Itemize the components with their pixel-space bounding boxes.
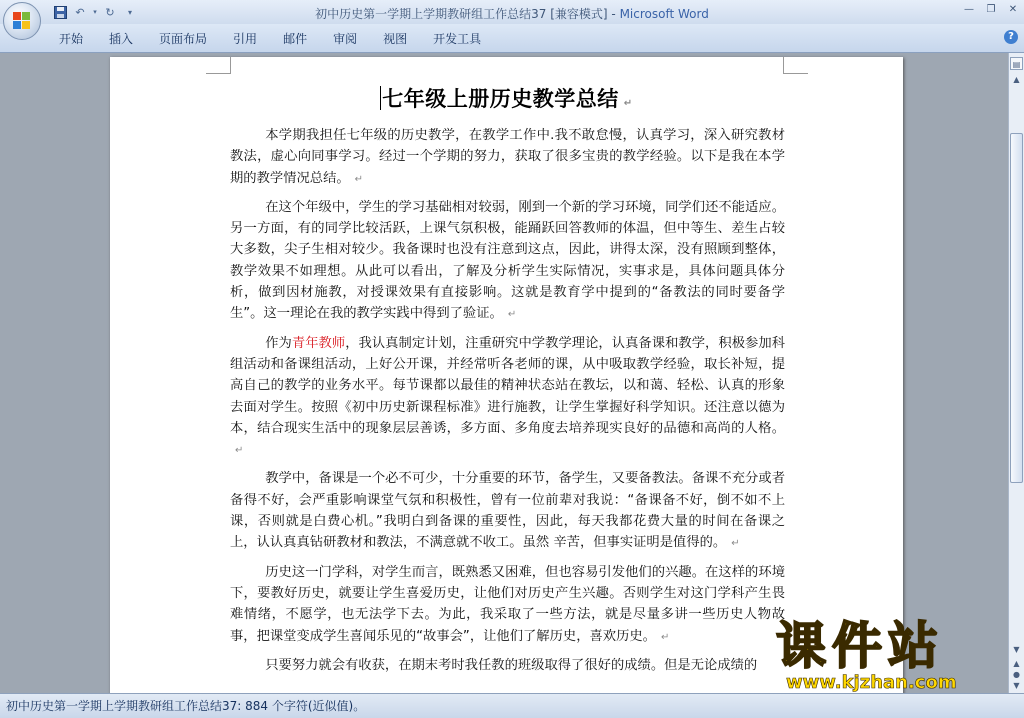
tab-page-layout[interactable]: 页面布局 — [159, 32, 208, 46]
paragraph-text: 本学期我担任七年级的历史教学，在教学工作中.我不敢怠慢，认真学习，深入研究教材教法，虚心向同事学习。经过一个学期的努力，获取了很多宝贵的教学经验。以下是我在本学期的教学情况总结。 — [230, 128, 785, 186]
paragraph-mark: ↵ — [623, 98, 633, 109]
help-icon[interactable]: ? — [1004, 30, 1018, 44]
redo-icon[interactable]: ↻ — [105, 5, 115, 19]
paragraph[interactable] — [230, 125, 785, 190]
tab-view[interactable]: 视图 — [383, 32, 408, 46]
status-bar — [0, 693, 1024, 718]
select-browse-object-icon[interactable]: ● — [1013, 670, 1020, 679]
document-heading[interactable] — [110, 83, 903, 113]
tab-insert[interactable]: 插入 — [109, 32, 134, 46]
paragraph[interactable] — [230, 468, 785, 554]
view-ruler-icon[interactable]: ▤ — [1010, 57, 1023, 70]
customize-icon[interactable]: ▾ — [127, 7, 132, 17]
paragraph-mark: ↵ — [235, 445, 244, 457]
paragraph-mark: ↵ — [507, 309, 517, 321]
paragraph[interactable] — [230, 333, 785, 462]
previous-page-icon[interactable]: ▲ — [1013, 659, 1020, 668]
paragraph-text: 教学中，备课是一个必不可少，十分重要的环节，备学生，又要备教法。备课不充分或者备得不好，会严重影响课堂气氛和积极性，曾有一位前辈对我说：“备课备不好，倒不如不上课，否则就是白费心机。”我明白到备课的重要性，因此，每天我都花费大量的时间在备课之上，认认真真钻研教材和教法，不满意就不收工。虽然 辛苦，但事实证明是值得的。 — [230, 471, 785, 551]
paragraph-text: 历史这一门学科，对学生而言，既熟悉又困难，但也容易引发他们的兴趣。在这样的环境下，要教好历史，就要让学生喜爱历史，让他们对历史产生兴趣。否则学生对这门学科产生畏难情绪，不愿学，也无法学下去。为此，我采取了一些方法，就是尽量多讲一些历史人物故事，把课堂变成学生喜闻乐见的“故事会”，让他们了解历史，喜欢历史。 — [230, 564, 785, 644]
undo-icon[interactable]: ↶ — [75, 5, 85, 19]
ribbon-tabs — [46, 30, 494, 48]
office-logo-icon — [13, 12, 31, 30]
paragraph-mark: ↵ — [731, 538, 740, 550]
watermark-logo: 课件站 — [776, 617, 944, 675]
tab-review[interactable]: 审阅 — [333, 32, 358, 46]
paragraph[interactable] — [230, 655, 785, 676]
document-body[interactable] — [230, 125, 785, 683]
minimize-icon[interactable]: — — [964, 3, 974, 15]
paragraph-text: 在这个年级中，学生的学习基础相对较弱，刚到一个新的学习环境，同学们还不能适应。另一方面，有的同学比较活跃，上课气氛积极，能踊跃回答教师的体温，但中等生、差生占较大多数，尖子生相对较少。我备课时也没有注意到这点，因此，讲得太深，没有照顾到整体，教学效果不如理想。从此可以看出，了解及分析学生实际情况，实事求是，具体问题具体分析，做到因材施教，对授课效果有直接影响。这就是教育学中提到的“备教法的同时要备学生”。这一理论在我的教学实践中得到了验证。 — [230, 199, 785, 322]
window-controls — [958, 0, 1024, 18]
next-page-icon[interactable]: ▼ — [1013, 681, 1020, 690]
scroll-up-arrow-icon[interactable]: ▲ — [1013, 75, 1020, 84]
office-button[interactable] — [3, 2, 41, 40]
window-title — [0, 5, 1024, 22]
document-workspace — [0, 53, 1008, 693]
margin-corner-mark — [206, 57, 231, 74]
ribbon — [0, 24, 1024, 53]
title-bar — [0, 0, 1024, 24]
paragraph-mark: ↵ — [660, 631, 670, 643]
document-title-label: 初中历史第一学期上学期教研组工作总结37 [兼容模式] - — [315, 7, 620, 21]
restore-icon[interactable]: ❐ — [986, 3, 996, 15]
document-heading-text: 七年级上册历史教学总结 — [382, 86, 619, 111]
scroll-down-arrow-icon[interactable]: ▼ — [1013, 645, 1020, 654]
paragraph-mark: ↵ — [354, 173, 364, 185]
undo-dropdown-icon[interactable]: ▾ — [93, 8, 97, 16]
tab-developer[interactable]: 开发工具 — [433, 32, 482, 46]
close-icon[interactable]: ✕ — [1008, 3, 1018, 15]
paragraph-prefix: 作为 — [265, 335, 292, 351]
scroll-thumb[interactable] — [1010, 133, 1023, 483]
watermark — [772, 618, 1024, 693]
tab-home[interactable]: 开始 — [59, 32, 84, 46]
paragraph-text: 只要努力就会有收获，在期末考时我任教的班级取得了很好的成绩。但是无论成绩的 — [265, 657, 758, 673]
margin-corner-mark — [783, 57, 808, 74]
paragraph[interactable] — [230, 197, 785, 326]
document-page[interactable] — [110, 57, 903, 693]
tab-mailings[interactable]: 邮件 — [283, 32, 308, 46]
tab-references[interactable]: 引用 — [233, 32, 258, 46]
app-name-label: Microsoft Word — [619, 7, 709, 21]
status-text: 初中历史第一学期上学期教研组工作总结37: 884 个字符(近似值)。 — [6, 699, 366, 713]
paragraph-text: ，我认真制定计划，注重研究中学教学理论，认真备课和教学，积极参加科组活动和备课组活动，上好公开课，并经常听各老师的课，从中吸取教学经验，取长补短，提高自己的教学的业务水平。每节课都以最佳的精神状态站在教坛，以和蔼、轻松、认真的形象去面对学生。按照《初中历史新课程标准》进行施教，让学生掌握好科学知识。还注意以德为本，结合现实生活中的现象层层善诱，多方面、多角度去培养现实良好的品德和高尚的人格。 — [230, 335, 785, 436]
watermark-url: www.kjzhan.com — [786, 672, 957, 693]
paragraph[interactable] — [230, 562, 785, 648]
vertical-scrollbar[interactable] — [1008, 53, 1024, 693]
highlighted-text: 青年教师 — [291, 335, 346, 351]
